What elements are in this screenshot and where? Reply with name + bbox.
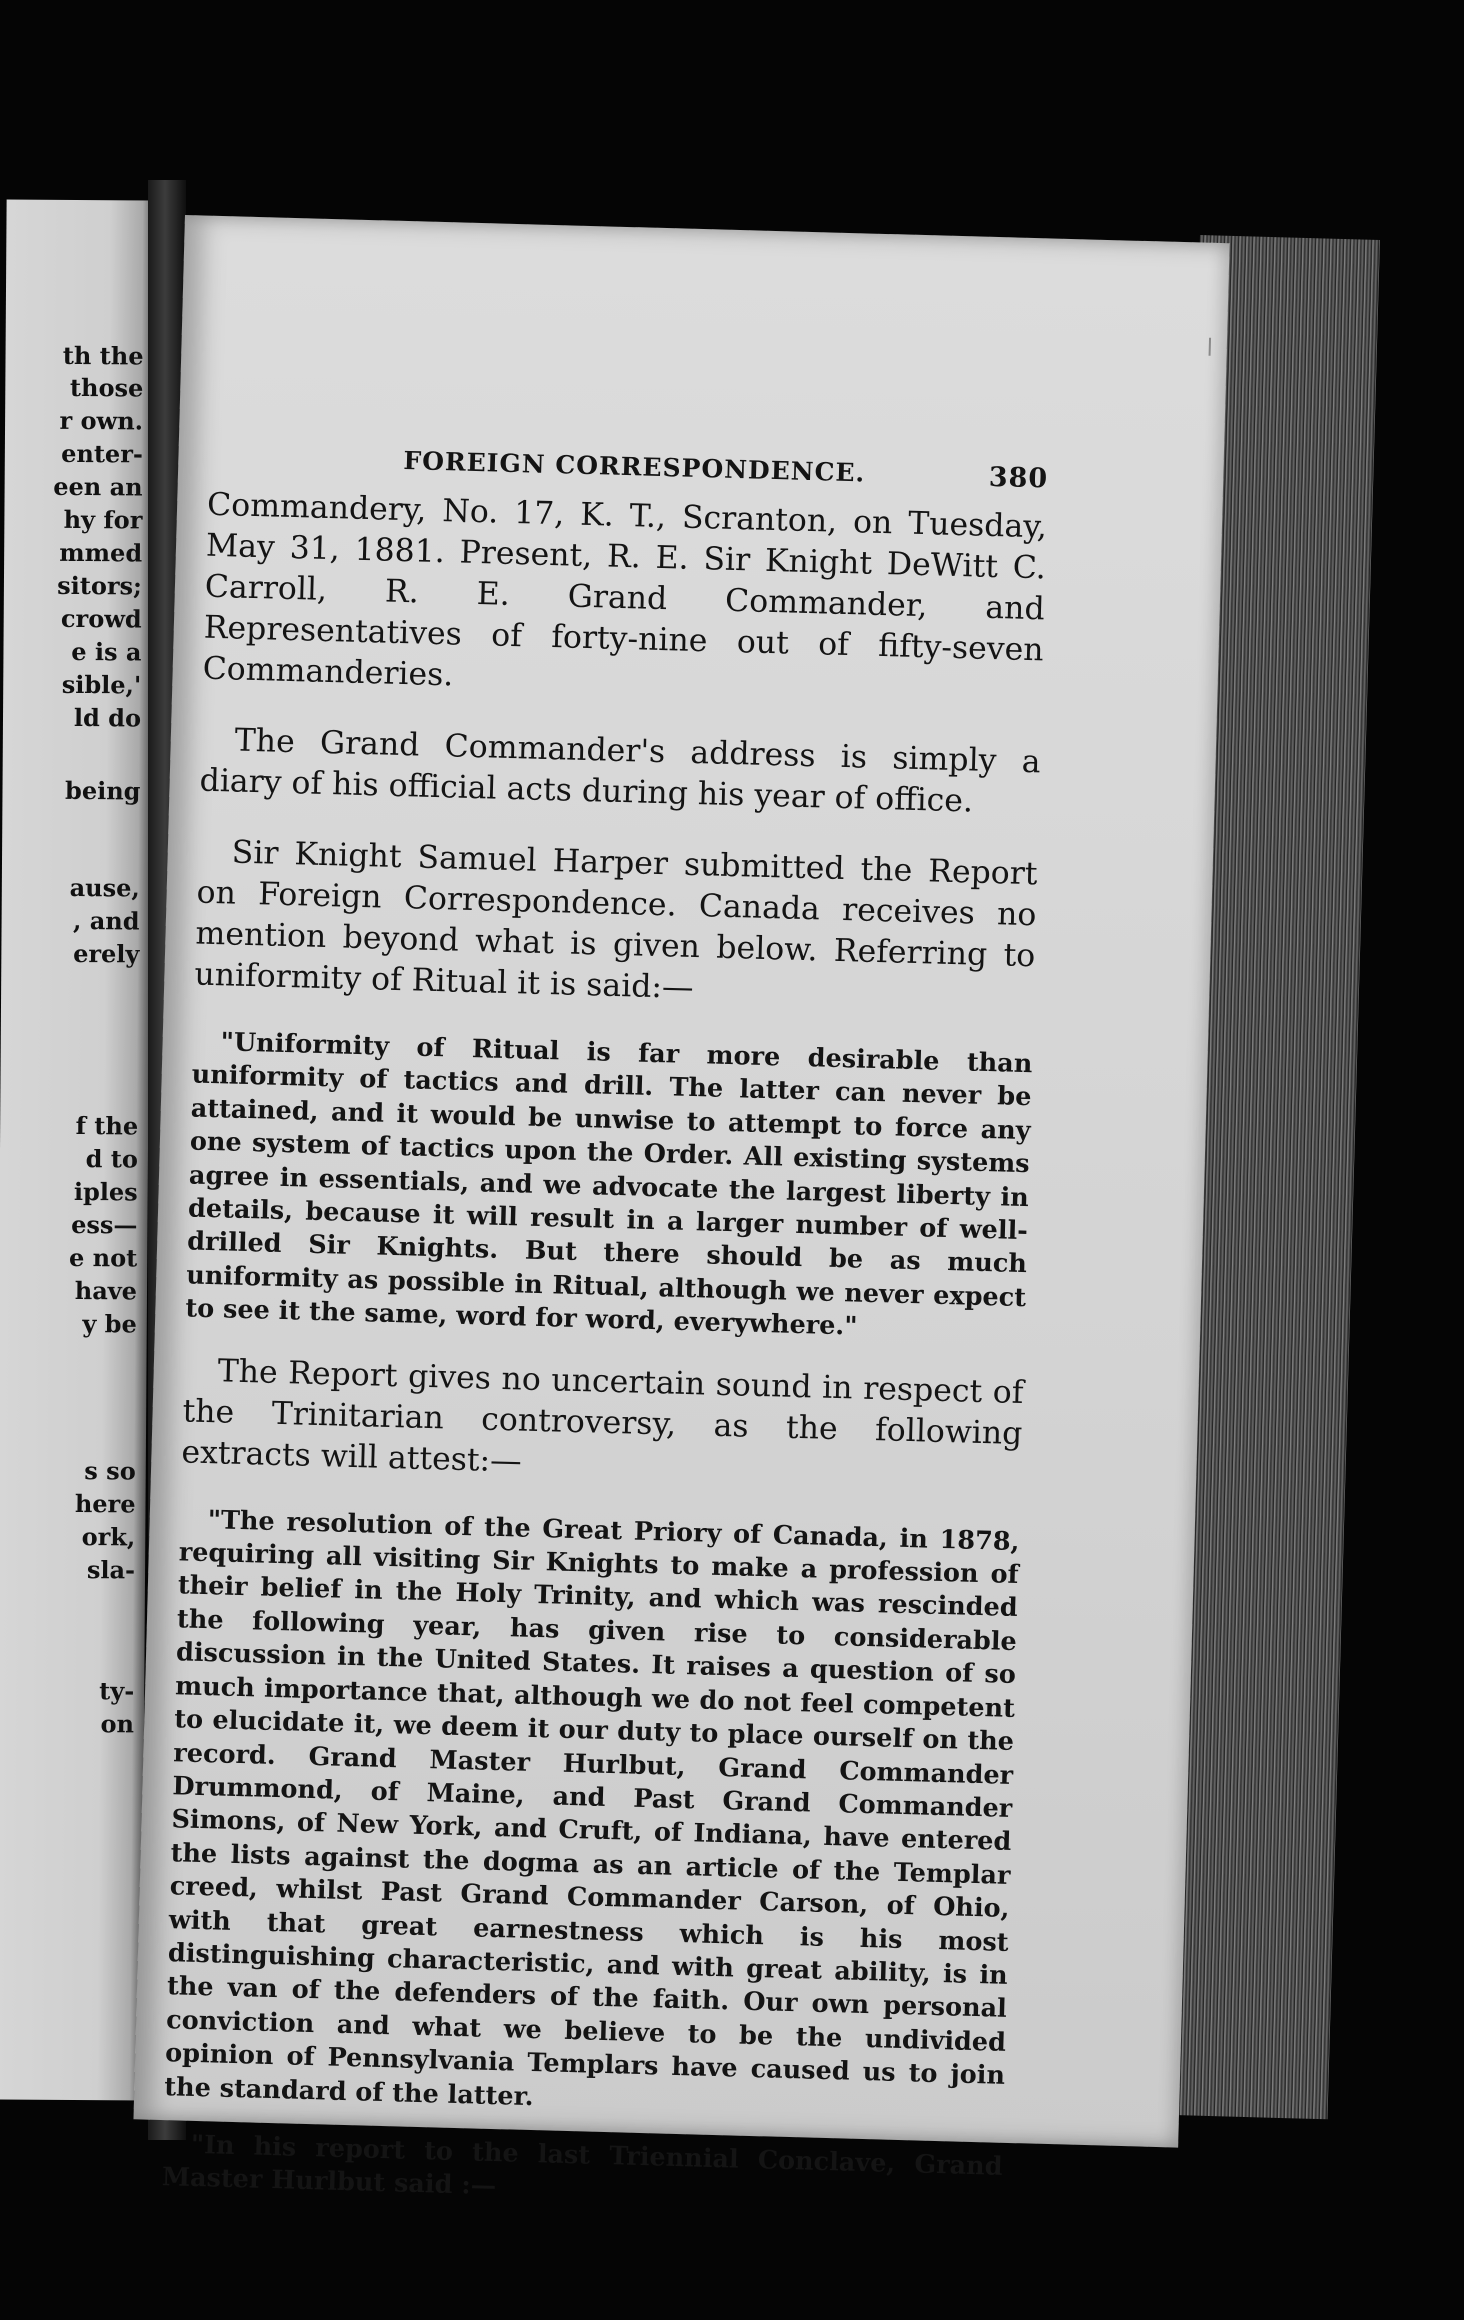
left-page-text-fragment: r own. xyxy=(59,405,144,436)
left-page-text-fragment: here xyxy=(74,1489,136,1519)
left-page-text-fragment: f the xyxy=(75,1111,139,1141)
left-page-text-fragment: have xyxy=(74,1276,138,1306)
left-page-text-fragment: enter- xyxy=(61,438,143,469)
page-content xyxy=(161,441,1049,2242)
block-quote: "Uniformity of Ritual is far more desirable than uniformity of tactics and drill. The latter can never be attained, and it would be unwise to attempt to force any one system of tactics upon the Order. All existing systems agree in essentials, and we advocate the largest liberty in details, because it will result in a larger number of well-drilled Sir Knights. But there should be as much uniformity as possible in Ritual, although we never expect to see it the same, word for word, everywhere." xyxy=(185,1027,1033,1342)
left-page-text-fragment: th the xyxy=(62,340,144,371)
left-page-text-fragment: d to xyxy=(85,1144,139,1174)
left-page-text-fragment: being xyxy=(65,775,141,806)
left-page-text-fragment: sible,' xyxy=(61,669,142,700)
left-page-text-fragment: ty- xyxy=(99,1676,135,1706)
block-quote: "In his report to the last Triennial Conclave, Grand Master Hurlbut said :— xyxy=(161,2129,1003,2202)
paragraph: Sir Knight Samuel Harper submitted the Report on Foreign Correspondence. Canada receives no mention beyond what is given below. Referring to uniformity of Ritual it is said:— xyxy=(193,834,1038,1007)
left-page-text-fragment: crowd xyxy=(60,603,142,634)
page-number: 380 xyxy=(988,461,1049,495)
paper-mark xyxy=(1209,338,1217,356)
left-page-text-fragment: sitors; xyxy=(57,570,143,601)
left-page-text-fragment: ork, xyxy=(81,1522,136,1552)
left-page-text-fragment: iples xyxy=(73,1177,138,1207)
left-page-text-fragment: ld do xyxy=(73,702,142,733)
left-page-text-fragment: those xyxy=(69,372,144,403)
left-page-text-fragment: , and xyxy=(73,905,140,936)
block-quote: "The resolution of the Great Priory of Canada, in 1878, requiring all visiting Sir Knights to make a profession of their belief in the Holy Trinity, and which was rescinded the following year, has given rise to considerable discussion in the United States. It raises a question of so much importance that, although we do not feel competent to elucidate it, we deem it our duty to place ourself on the record. Grand Master Hurlbut, Grand Commander Drummond, of Maine, and Past Grand Commander Simons, of New York, and Cruft, of Indiana, have entered the lists against the dogma as an article of the Templar creed, whilst Past Grand Commander Carson, of Ohio, with that great earnestness which is his most distinguishing characteristic, and with great ability, is in the van of the defenders of the faith. Our own personal conviction and what we believe to be the undivided opinion of Pennsylvania Templars have caused us to join the standard of the latter. xyxy=(163,1504,1020,2112)
left-page-text-fragment: sla- xyxy=(86,1555,136,1585)
left-page-text-fragment: e not xyxy=(68,1242,138,1273)
left-page-text-fragment: een an xyxy=(53,471,143,502)
left-page-text-fragment: ause, xyxy=(69,872,140,903)
left-page-text-fragment: ess— xyxy=(71,1209,138,1240)
left-page-text-fragment: e is a xyxy=(71,636,142,667)
left-page-text-fragment: hy for xyxy=(63,504,143,535)
paragraph: Commandery, No. 17, K. T., Scranton, on Tuesday, May 31, 1881. Present, R. E. Sir Knight DeWitt C. Carroll, R. E. Grand Commander, and Representatives of forty-nine out of fifty-seven Commanderies. xyxy=(202,486,1048,694)
left-page-text-fragment: erely xyxy=(73,938,140,969)
left-facing-page xyxy=(0,200,155,2101)
left-page-text-fragment: on xyxy=(100,1709,135,1739)
paragraph: The Report gives no uncertain sound in respect of the Trinitarian controversy, as the following extracts will attest:— xyxy=(181,1352,1024,1480)
left-page-text-fragment: mmed xyxy=(59,537,143,568)
left-page-text-fragment: y be xyxy=(82,1309,137,1339)
running-head-title: FOREIGN CORRESPONDENCE. xyxy=(403,446,866,488)
left-page-text-fragment: s so xyxy=(84,1456,136,1486)
main-page xyxy=(133,215,1229,2202)
paragraph: The Grand Commander's address is simply a diary of his official acts during his year of office. xyxy=(199,722,1041,820)
